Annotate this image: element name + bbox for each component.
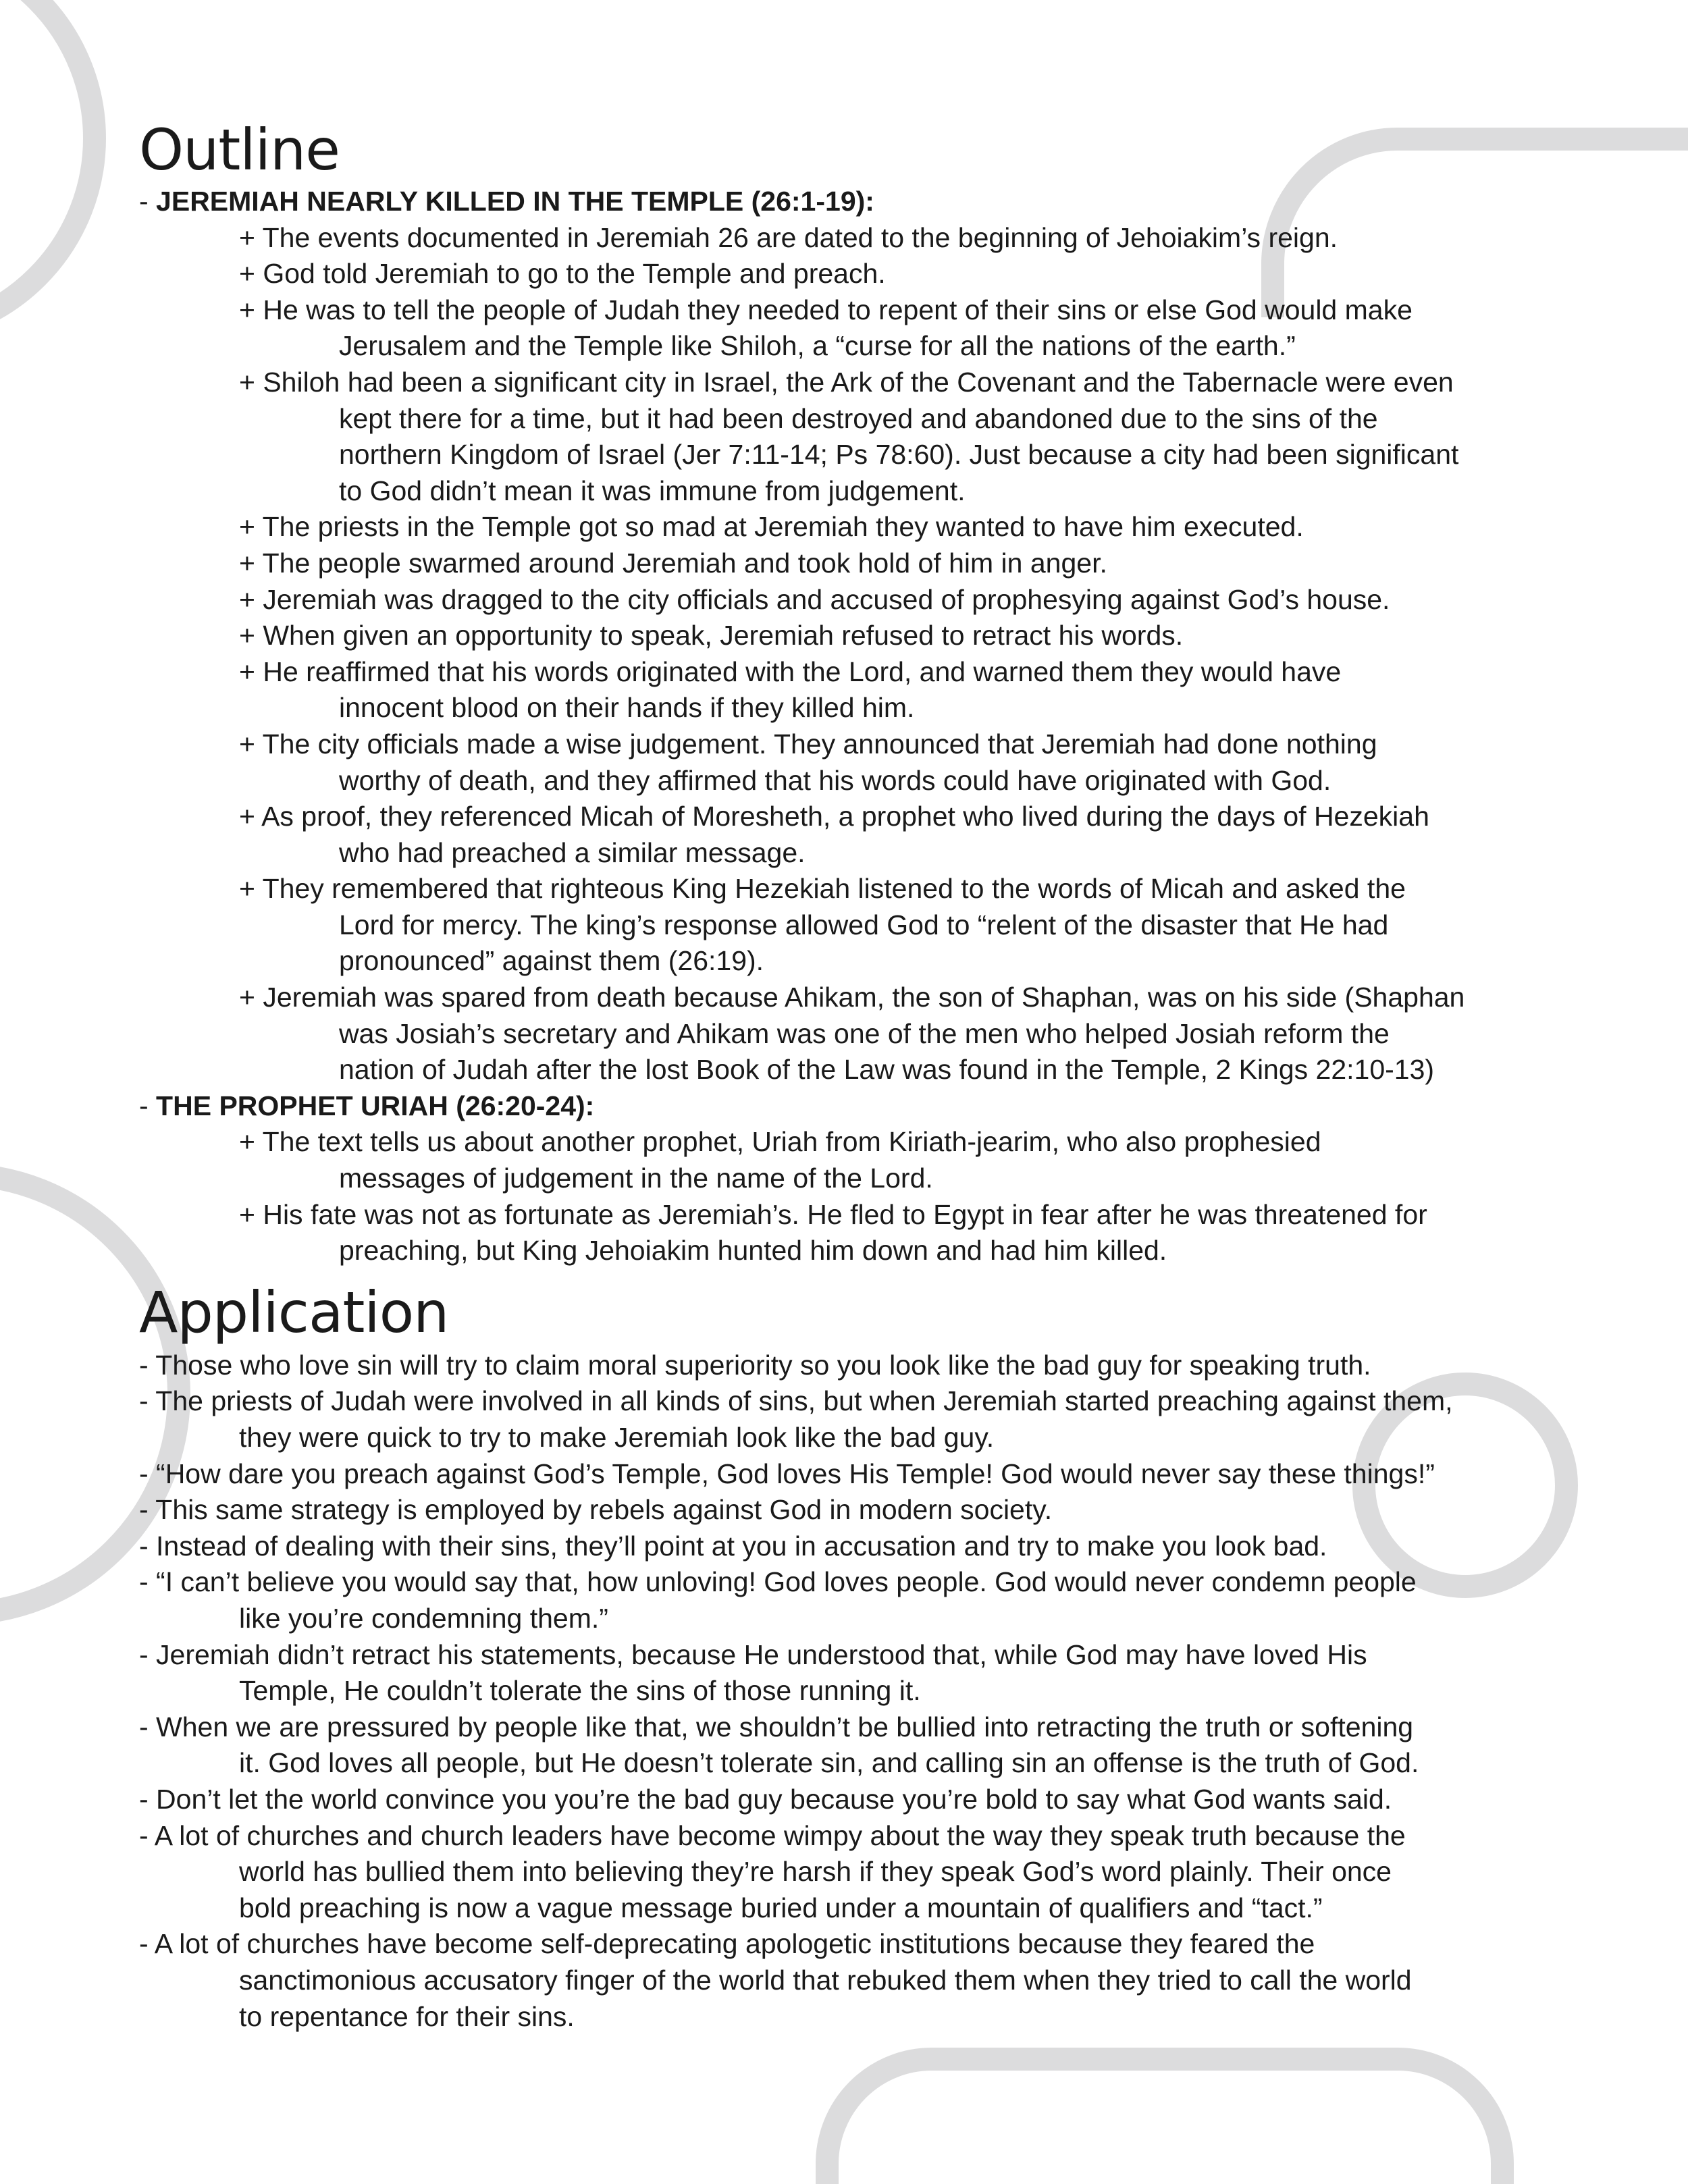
outline-heading: Outline [139,117,340,183]
application-body [139,1348,1557,2035]
section-prefix: - [139,186,157,217]
deco-pill-bottom [827,2059,1502,2184]
bullet-item: + He was to tell the people of Judah they needed to repent of their sins or else God would make [239,294,1413,325]
application-item: - A lot of churches have become self-deprecating apologetic institutions because they feared the [139,1928,1315,1960]
application-continuation: they were quick to try to make Jeremiah look like the bad guy. [239,1422,995,1453]
application-continuation: bold preaching is now a vague message buried under a mountain of qualifiers and “tact.” [239,1892,1323,1923]
bullet-item: + God told Jeremiah to go to the Temple and preach. [239,258,886,290]
section-title: THE PROPHET URIAH (26:20-24): [156,1090,595,1121]
bullet-item: + The events documented in Jeremiah 26 are dated to the beginning of Jehoiakim’s reign. [239,221,1338,253]
application-continuation: it. God loves all people, but He doesn’t tolerate sin, and calling sin an offense is the truth of God. [239,1747,1419,1779]
bullet-item: + When given an opportunity to speak, Jeremiah refused to retract his words. [239,620,1184,651]
bullet-continuation: Jerusalem and the Temple like Shiloh, a “curse for all the nations of the earth.” [339,330,1296,362]
application-item: - “How dare you preach against God’s Temple, God loves His Temple! God would never say these things!” [139,1458,1435,1489]
bullet-item: + As proof, they referenced Micah of Moresheth, a prophet who lived during the days of Hezekiah [239,801,1429,832]
document-page [139,112,1557,2035]
section-prefix: - [139,1090,157,1121]
bullet-item: + The text tells us about another prophet, Uriah from Kiriath-jearim, who also prophesied [239,1126,1321,1158]
application-continuation: Temple, He couldn’t tolerate the sins of those running it. [239,1675,921,1707]
bullet-continuation: who had preached a similar message. [339,836,806,868]
application-item: - Those who love sin will try to claim moral superiority so you look like the bad guy for speaking truth. [139,1349,1371,1381]
application-continuation: world has bullied them into believing they’re harsh if they speak God’s word plainly. Their once [239,1856,1392,1888]
application-continuation: to repentance for their sins. [239,2000,575,2032]
bullet-continuation: worthy of death, and they affirmed that his words could have originated with God. [339,764,1331,796]
bullet-continuation: was Josiah’s secretary and Ahikam was one of the men who helped Josiah reform the [339,1017,1390,1049]
bullet-continuation: northern Kingdom of Israel (Jer 7:11-14; Ps 78:60). Just because a city had been significant [339,439,1459,471]
bullet-item: + The city officials made a wise judgement. They announced that Jeremiah had done nothing [239,728,1377,760]
bullet-item: + The priests in the Temple got so mad at Jeremiah they wanted to have him executed. [239,511,1304,543]
bullet-continuation: messages of judgement in the name of the Lord. [339,1163,933,1194]
deco-arc-top-left [0,0,95,334]
application-item: - Don’t let the world convince you you’re the bad guy because you’re bold to say what God wants said. [139,1783,1392,1815]
application-item: - “I can’t believe you would say that, how unloving! God loves people. God would never condemn people [139,1566,1417,1598]
outline-body [139,184,1557,1269]
bullet-continuation: to God didn’t mean it was immune from judgement. [339,475,966,506]
application-heading: Application [139,1279,449,1346]
bullet-item: + Jeremiah was spared from death because Ahikam, the son of Shaphan, was on his side (Shaphan [239,982,1465,1013]
application-item: - Instead of dealing with their sins, they’ll point at you in accusation and try to make you look bad. [139,1530,1327,1562]
application-item: - This same strategy is employed by rebels against God in modern society. [139,1494,1053,1526]
application-item: - A lot of churches and church leaders have become wimpy about the way they speak truth because the [139,1819,1406,1851]
application-item: - When we are pressured by people like that, we shouldn’t be bullied into retracting the truth or softening [139,1711,1414,1742]
bullet-item: + Shiloh had been a significant city in Israel, the Ark of the Covenant and the Tabernacle were even [239,366,1454,398]
bullet-item: + He reaffirmed that his words originated with the Lord, and warned them they would have [239,656,1342,687]
bullet-continuation: innocent blood on their hands if they killed him. [339,692,915,724]
section-title: JEREMIAH NEARLY KILLED IN THE TEMPLE (26:1-19): [156,186,874,217]
bullet-continuation: preaching, but King Jehoiakim hunted him down and had him killed. [339,1235,1167,1267]
bullet-item: + His fate was not as fortunate as Jeremiah’s. He fled to Egypt in fear after he was threatened for [239,1198,1427,1230]
section-title-line [139,1088,1557,1125]
application-continuation: like you’re condemning them.” [239,1602,608,1634]
bullet-continuation: kept there for a time, but it had been destroyed and abandoned due to the sins of the [339,402,1378,434]
application-item: - Jeremiah didn’t retract his statements, because He understood that, while God may have loved His [139,1639,1367,1670]
bullet-item: + They remembered that righteous King Hezekiah listened to the words of Micah and asked the [239,873,1406,905]
bullet-continuation: Lord for mercy. The king’s response allowed God to “relent of the disaster that He had [339,909,1389,940]
bullet-item: + The people swarmed around Jeremiah and took hold of him in anger. [239,547,1107,579]
bullet-continuation: nation of Judah after the lost Book of the Law was found in the Temple, 2 Kings 22:10-13) [339,1054,1435,1086]
section-title-line [139,184,1557,220]
application-item: - The priests of Judah were involved in all kinds of sins, but when Jeremiah started preaching against them, [139,1385,1453,1417]
bullet-item: + Jeremiah was dragged to the city officials and accused of prophesying against God’s house. [239,583,1390,615]
application-continuation: sanctimonious accusatory finger of the world that rebuked them when they tried to call the world [239,1964,1412,1996]
bullet-continuation: pronounced” against them (26:19). [339,945,764,977]
